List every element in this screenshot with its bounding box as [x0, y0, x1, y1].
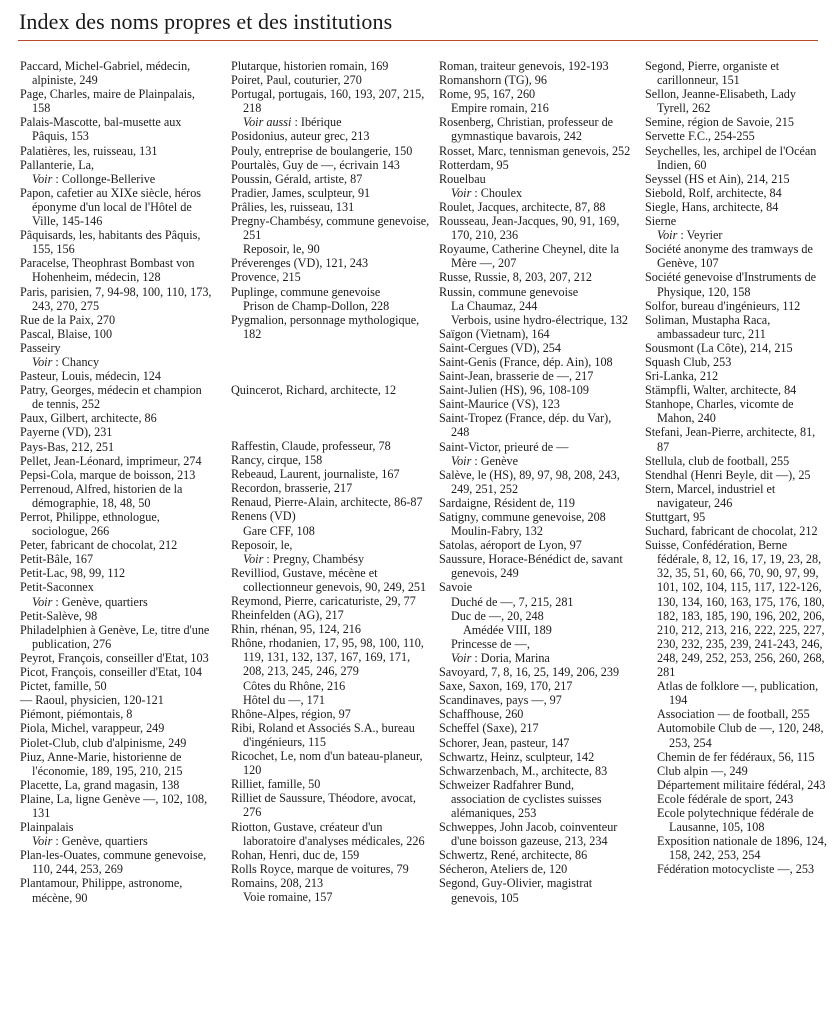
index-entry: Voir : Pregny, Chambésy	[243, 551, 365, 566]
index-column-2	[231, 59, 431, 904]
see-reference-label: Voir	[657, 228, 678, 243]
see-reference-label: Voir	[32, 171, 53, 186]
index-entry: Saint-Genis (France, dép. Ain), 108	[439, 354, 613, 369]
index-entry: Saint-Victor, prieuré de —	[439, 439, 569, 454]
index-entry: Exposition nationale de 1896, 124, 158, 242, 253, 254	[657, 834, 827, 863]
index-entry: Voir : Genève, quartiers	[32, 834, 148, 849]
index-entry: Voir : Choulex	[451, 185, 523, 200]
index-entry: Plantamour, Philippe, astronome, mécène, 90	[20, 876, 183, 905]
index-entry: Ribi, Roland et Associés S.A., bureau d'ingénieurs, 115	[231, 720, 415, 749]
see-reference-label: Voir	[451, 185, 472, 200]
index-entry: Paccard, Michel-Gabriel, médecin, alpiniste, 249	[20, 59, 191, 88]
index-entry: Saint-Julien (HS), 96, 108-109	[439, 383, 589, 398]
index-entry: Ricochet, Le, nom d'un bateau-planeur, 120	[231, 749, 423, 778]
index-entry: Piola, Michel, varappeur, 249	[20, 721, 165, 736]
index-entry: Recordon, brasserie, 217	[231, 481, 353, 496]
index-entry: Société anonyme des tramways de Genève, 107	[645, 242, 813, 271]
index-entry: La Chaumaz, 244	[451, 298, 538, 313]
index-entry: Sardaigne, Résident de, 119	[439, 495, 575, 510]
index-entry: Posidonius, auteur grec, 213	[231, 129, 370, 144]
index-entry: Saint-Maurice (VS), 123	[439, 397, 560, 412]
index-entry: Reposoir, le, 90	[243, 242, 320, 257]
index-entry: Voir : Genève, quartiers	[32, 594, 148, 609]
index-entry: Paris, parisien, 7, 94-98, 100, 110, 173, 243, 270, 275	[20, 284, 212, 313]
index-entry: Riotton, Gustave, créateur d'un laboratoire d'analyses médicales, 226	[231, 819, 425, 848]
index-entry: Duc de —, 20, 248	[451, 608, 544, 623]
index-entry: Sierne	[645, 214, 677, 229]
index-entry: Pygmalion, personnage mythologique, 182	[231, 312, 420, 341]
index-entry: Stern, Marcel, industriel et navigateur, 246	[645, 481, 776, 510]
index-entry: Papon, cafetier au XIXe siècle, héros éponyme d'un local de l'Hôtel de Ville, 145-146	[20, 185, 202, 229]
index-entry: Rohan, Henri, duc de, 159	[231, 847, 360, 862]
index-entry: Voir : Veyrier	[657, 228, 723, 243]
index-entry: Rhône, rhodanien, 17, 95, 98, 100, 110, 119, 131, 132, 137, 167, 169, 171, 208, 213, 245, 246, 279	[231, 636, 424, 679]
index-entry: Paux, Gilbert, architecte, 86	[20, 411, 157, 426]
index-entry: Schwartz, Heinz, sculpteur, 142	[439, 749, 595, 764]
index-entry: Préverenges (VD), 121, 243	[231, 256, 369, 271]
index-entry: Segond, Guy-Olivier, magistrat genevois, 105	[439, 876, 593, 905]
index-entry: Schwarzenbach, M., architecte, 83	[439, 763, 608, 778]
index-entry: Duché de —, 7, 215, 281	[451, 594, 574, 609]
index-entry: Patry, Georges, médecin et champion de tennis, 252	[20, 383, 202, 412]
index-entry: Quincerot, Richard, architecte, 12	[231, 382, 397, 397]
index-entry: Pepsi-Cola, marque de boisson, 213	[20, 467, 196, 482]
index-entry: Schaffhouse, 260	[439, 707, 524, 722]
index-entry: Prâlies, les, ruisseau, 131	[231, 199, 355, 214]
index-entry: Stuttgart, 95	[645, 510, 706, 524]
index-entry: Saxe, Saxon, 169, 170, 217	[439, 679, 573, 694]
index-entry: Schweizer Radfahrer Bund, association de cyclistes suisses alémaniques, 253	[439, 777, 602, 820]
see-reference-label: Voir	[243, 551, 264, 566]
index-entry: Sellon, Jeanne-Elisabeth, Lady Tyrell, 262	[645, 87, 796, 116]
index-entry: Rhin, rhénan, 95, 124, 216	[231, 622, 361, 637]
index-entry: Satigny, commune genevoise, 208	[439, 510, 606, 524]
index-entry: Stefani, Jean-Pierre, architecte, 81, 87	[645, 425, 816, 454]
see-reference-label: Voir	[451, 453, 472, 468]
index-entry	[231, 341, 431, 355]
index-entry: Pasteur, Louis, médecin, 124	[20, 369, 161, 384]
index-entry: Voir : Collonge-Bellerive	[32, 171, 156, 186]
index-entry: Poiret, Paul, couturier, 270	[231, 73, 362, 88]
index-entry: Automobile Club de —, 120, 248, 253, 254	[657, 721, 824, 750]
index-entry: Pallanterie, La,	[20, 157, 95, 172]
index-entry: Rilliet de Saussure, Théodore, avocat, 276	[231, 791, 416, 820]
index-entry: Rheinfelden (AG), 217	[231, 608, 344, 623]
index-entry: Gare CFF, 108	[243, 523, 315, 538]
index-entry: Placette, La, grand magasin, 138	[20, 777, 180, 792]
index-entry: Romanshorn (TG), 96	[439, 73, 547, 88]
index-entry: Siebold, Rolf, architecte, 84	[645, 185, 782, 200]
index-entry: Pays-Bas, 212, 251	[20, 439, 115, 454]
index-entry	[231, 397, 431, 411]
index-entry: Reposoir, le,	[231, 537, 293, 552]
index-entry: Plutarque, historien romain, 169	[231, 59, 389, 73]
index-entry: Pâquisards, les, habitants des Pâquis, 155, 156	[20, 228, 201, 257]
index-entry: Rosset, Marc, tennisman genevois, 252	[439, 143, 631, 158]
index-entry: Rolls Royce, marque de voitures, 79	[231, 861, 409, 876]
index-entry: Verbois, usine hydro-électrique, 132	[451, 312, 629, 327]
index-entry: Pregny-Chambésy, commune genevoise, 251	[231, 214, 430, 243]
index-entry	[231, 355, 431, 369]
index-entry: Savoie	[439, 580, 473, 595]
index-entry: Passeiry	[20, 340, 61, 355]
see-reference-label: Voir	[451, 650, 472, 665]
index-entry: Rilliet, famille, 50	[231, 777, 321, 792]
see-reference-label: Voir	[32, 354, 53, 369]
index-entry: Rhône-Alpes, région, 97	[231, 706, 351, 721]
index-entry: Provence, 215	[231, 270, 301, 285]
index-entry: Peyrot, François, conseiller d'Etat, 103	[20, 650, 209, 665]
index-entry: Stanhope, Charles, vicomte de Mahon, 240	[645, 397, 794, 426]
index-entry: Chemin de fer fédéraux, 56, 115	[657, 749, 815, 764]
index-entry: Stellula, club de football, 255	[645, 453, 790, 468]
index-entry: Stendhal (Henri Beyle, dit —), 25	[645, 467, 811, 482]
index-entry: Saint-Cergues (VD), 254	[439, 340, 561, 355]
index-entry: Voir : Chancy	[32, 354, 100, 369]
index-entry: Voie romaine, 157	[243, 889, 333, 904]
index-entry: Amédée VIII, 189	[463, 622, 552, 637]
title-rule	[18, 40, 818, 41]
index-entry: Rebeaud, Laurent, journaliste, 167	[231, 467, 400, 482]
index-entry: Plainpalais	[20, 820, 74, 835]
index-entry: Voir : Genève	[451, 453, 519, 468]
index-entry: Revilliod, Gustave, mécène et collectionneur genevois, 90, 249, 251	[231, 565, 427, 594]
index-entry: Puplinge, commune genevoise	[231, 284, 381, 299]
index-entry: Sri-Lanka, 212	[645, 369, 719, 384]
index-entry: Palatières, les, ruisseau, 131	[20, 143, 158, 158]
index-entry: Paracelse, Theophrast Bombast von Hohenheim, médecin, 128	[20, 256, 195, 285]
index-entry: Romains, 208, 213	[231, 875, 324, 890]
index-entry	[231, 369, 431, 383]
index-entry: Ecole fédérale de sport, 243	[657, 791, 794, 806]
index-column-3	[439, 59, 631, 905]
index-entry: Rue de la Paix, 270	[20, 312, 116, 327]
index-entry: Rotterdam, 95	[439, 157, 509, 172]
index-entry: Plaine, La, ligne Genève —, 102, 108, 131	[20, 791, 208, 820]
index-entry: Suchard, fabricant de chocolat, 212	[645, 524, 818, 539]
index-entry: Hôtel du —, 171	[243, 692, 325, 707]
index-entry: Rosenberg, Christian, professeur de gymnastique bavarois, 242	[439, 115, 614, 144]
index-entry: Royaume, Catherine Cheynel, dite la Mère —, 207	[439, 242, 620, 271]
index-entry: Plan-les-Ouates, commune genevoise, 110, 244, 253, 269	[20, 848, 207, 877]
index-entry: Segond, Pierre, organiste et carillonneur, 151	[645, 59, 780, 88]
index-entry: Société genevoise d'Instruments de Physique, 120, 158	[645, 270, 817, 299]
index-entry: Saint-Jean, brasserie de —, 217	[439, 369, 594, 384]
index-entry: Suisse, Confédération, Berne fédérale, 8, 12, 16, 17, 19, 23, 28, 32, 35, 51, 60, 66, 70, 90, 97, 99, 101, 102, 104, 115, 117, 122-126, 130, 134, 160, 163, 175, 176, 180, 182, 183, 185, 190, 196, 202, 206, 210, 212, 213, 216, 222, 225, 227, 230, 232, 235, 239, 241-243, 246, 248, 249, 252, 253, 256, 260, 268, 281	[645, 538, 825, 680]
index-entry: Scandinaves, pays —, 97	[439, 693, 562, 708]
index-entry: Voir aussi : Ibérique	[243, 115, 342, 130]
index-entry: Schweppes, John Jacob, coinventeur d'une boisson gazeuse, 213, 234	[439, 820, 618, 849]
index-entry: Saussure, Horace-Bénédict de, savant genevois, 249	[439, 552, 623, 581]
index-entry: Palais-Mascotte, bal-musette aux Pâquis, 153	[20, 115, 182, 144]
see-reference-label: Voir aussi	[243, 115, 292, 130]
index-entry: Soliman, Mustapha Raca, ambassadeur turc, 211	[645, 312, 771, 341]
index-entry: Savoyard, 7, 8, 16, 25, 149, 206, 239	[439, 665, 620, 680]
index-entry: Perrot, Philippe, ethnologue, sociologue, 266	[20, 510, 160, 539]
index-entry: Petit-Saconnex	[20, 580, 94, 595]
index-entry: Payerne (VD), 231	[20, 425, 113, 440]
index-entry: Piuz, Anne-Marie, historienne de l'économie, 189, 195, 210, 215	[20, 749, 183, 778]
index-entry: Atlas de folklore —, publication, 194	[657, 679, 819, 708]
index-entry: Empire romain, 216	[451, 101, 549, 116]
page-title: Index des noms propres et des institutions	[19, 9, 393, 34]
index-entry: — Raoul, physicien, 120-121	[20, 693, 164, 708]
index-entry: Rousseau, Jean-Jacques, 90, 91, 169, 170, 210, 236	[439, 214, 620, 243]
index-entry	[231, 411, 431, 425]
index-entry: Pradier, James, sculpteur, 91	[231, 185, 371, 200]
index-entry: Renens (VD)	[231, 509, 296, 524]
index-entry: Petit-Bâle, 167	[20, 552, 94, 567]
index-entry: Voir : Doria, Marina	[451, 650, 550, 665]
index-entry: Servette F.C., 254-255	[645, 129, 755, 144]
index-entry: Rancy, cirque, 158	[231, 453, 323, 468]
index-entry: Peter, fabricant de chocolat, 212	[20, 538, 178, 553]
index-entry: Association — de football, 255	[657, 707, 810, 722]
index-entry: Schorer, Jean, pasteur, 147	[439, 735, 570, 750]
index-entry: Portugal, portugais, 160, 193, 207, 215, 218	[231, 87, 425, 116]
index-entry: Squash Club, 253	[645, 354, 732, 369]
index-entry: Seyssel (HS et Ain), 214, 215	[645, 171, 790, 186]
index-entry: Côtes du Rhône, 216	[243, 678, 346, 693]
index-entry: Renaud, Pierre-Alain, architecte, 86-87	[231, 495, 423, 510]
index-entry: Princesse de —,	[451, 636, 530, 651]
index-entry: Fédération motocycliste —, 253	[657, 862, 815, 877]
index-entry: Pictet, famille, 50	[20, 679, 107, 694]
index-entry: Rouelbau	[439, 171, 486, 186]
index-entry: Perrenoud, Alfred, historien de la démographie, 18, 48, 50	[20, 481, 183, 510]
index-entry: Piémont, piémontais, 8	[20, 707, 133, 722]
index-column-4	[645, 59, 829, 876]
index-entry: Prison de Champ-Dollon, 228	[243, 298, 390, 313]
index-entry: Rome, 95, 167, 260	[439, 87, 536, 102]
index-entry: Pellet, Jean-Léonard, imprimeur, 274	[20, 453, 202, 468]
index-entry: Sousmont (La Côte), 214, 215	[645, 340, 793, 355]
index-entry: Ecole polytechnique fédérale de Lausanne, 105, 108	[657, 805, 814, 835]
index-entry: Club alpin —, 249	[657, 763, 748, 778]
index-entry: Solfor, bureau d'ingénieurs, 112	[645, 298, 801, 313]
index-entry: Seychelles, les, archipel de l'Océan Indien, 60	[645, 143, 817, 172]
index-entry: Saïgon (Vietnam), 164	[439, 326, 550, 341]
index-entry: Reymond, Pierre, caricaturiste, 29, 77	[231, 594, 416, 608]
index-entry: Poussin, Gérald, artiste, 87	[231, 171, 363, 186]
index-entry: Philadelphien à Genève, Le, titre d'une publication, 276	[20, 622, 210, 651]
index-entry: Roman, traiteur genevois, 192-193	[439, 59, 609, 73]
index-entry: Semine, région de Savoie, 215	[645, 115, 794, 130]
index-entry: Schwertz, René, architecte, 86	[439, 848, 588, 863]
index-entry: Satolas, aéroport de Lyon, 97	[439, 538, 582, 553]
index-entry: Pourtalès, Guy de —, écrivain 143	[231, 157, 400, 172]
see-reference-label: Voir	[32, 834, 53, 849]
index-entry: Piolet-Club, club d'alpinisme, 249	[20, 735, 187, 750]
index-entry: Stämpfli, Walter, architecte, 84	[645, 383, 797, 398]
index-entry: Raffestin, Claude, professeur, 78	[231, 438, 391, 453]
index-entry: Département militaire fédéral, 243	[657, 777, 826, 792]
index-entry: Saint-Tropez (France, dép. du Var), 248	[439, 411, 612, 440]
index-entry: Siegle, Hans, architecte, 84	[645, 199, 779, 214]
index-entry: Roulet, Jacques, architecte, 87, 88	[439, 199, 606, 214]
index-column-1	[20, 59, 216, 905]
index-entry: Petit-Lac, 98, 99, 112	[20, 566, 126, 581]
index-entry: Russin, commune genevoise	[439, 284, 579, 299]
index-entry: Sécheron, Ateliers de, 120	[439, 862, 568, 877]
index-entry: Page, Charles, maire de Plainpalais, 158	[20, 87, 195, 116]
see-reference-label: Voir	[32, 594, 53, 609]
index-entry: Picot, François, conseiller d'Etat, 104	[20, 665, 202, 680]
index-entry: Pouly, entreprise de boulangerie, 150	[231, 143, 413, 158]
index-entry: Petit-Salève, 98	[20, 608, 98, 623]
index-entry: Scheffel (Saxe), 217	[439, 721, 539, 736]
index-entry: Pascal, Blaise, 100	[20, 326, 113, 341]
index-entry: Russe, Russie, 8, 203, 207, 212	[439, 270, 593, 285]
index-entry	[231, 425, 431, 439]
index-entry: Salève, le (HS), 89, 97, 98, 208, 243, 249, 251, 252	[439, 467, 620, 496]
index-entry: Moulin-Fabry, 132	[451, 524, 543, 539]
